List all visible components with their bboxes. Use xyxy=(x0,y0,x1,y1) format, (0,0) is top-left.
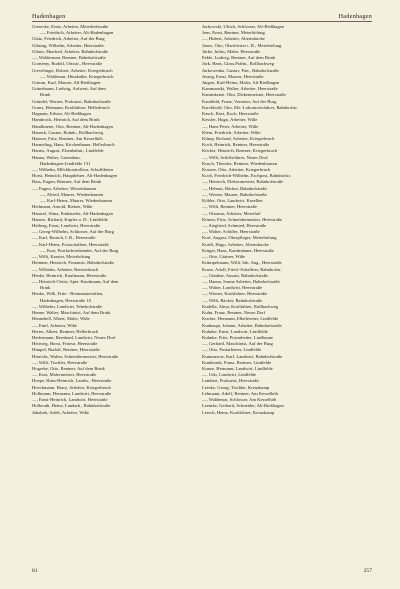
directory-entry: —, Werner, Maurer, Bahnhofstraße xyxy=(202,191,267,197)
directory-entry: Kunibrauk, Franz, Rentner, Lindfelde xyxy=(202,359,272,365)
directory-entry: Jürgen, Karl-Heinz, Maler, Alt-Rießhagen xyxy=(202,79,280,85)
directory-entry: —, Emil, Arbeiter, Wiße xyxy=(32,322,77,328)
right-column xyxy=(202,24,372,416)
directory-entry: Gründel, Werner, Prokurist, Bahnhofstraße xyxy=(32,98,111,104)
directory-entry: Brink xyxy=(40,285,51,291)
directory-entry: Jork, Hans, Glass.Prälm., Rollbachweg xyxy=(202,61,274,67)
directory-entry: Grevelinger, Robert, Arbeiter, Kriegerbruch xyxy=(32,67,113,73)
directory-entry: Koch, Friedrich-Wilhelm, Eschpost, Bahnhofstr. xyxy=(202,173,291,179)
directory-entry: Körner, Fritz, Schneidermeister, Heerstraße xyxy=(202,216,282,222)
directory-entry: —, Helmut, Bäcker, Bahnhofstraße xyxy=(202,185,267,191)
directory-entry: Leeske, Georg, Tischler, Kreuzkamp xyxy=(202,384,270,390)
directory-entry: —, Hans-Peter, Arbeiter, Wiße xyxy=(202,123,259,129)
directory-entry: —, Karl-Heinz, Maurer, Wiedenhausen xyxy=(40,198,113,204)
directory-entry: Hollmann, Hermann, Landwirt, Heerstraße xyxy=(32,390,112,396)
directory-entry: Jürke, Julius, Maler, Heerstraße xyxy=(202,48,261,54)
directory-entry: Hamsel, Alma, Einkäuefer, Alt-Hadenhagen xyxy=(32,210,113,216)
directory-entry: Himpel, Rudolf, Rentner, Heerstraße xyxy=(32,347,100,353)
directory-entry: Brink xyxy=(40,92,51,98)
directory-entry: —, Willi, Schilfsführer, Neues Dorf xyxy=(202,154,268,160)
directory-entry: Lersch, Heinz, Kraftfahrer, Kreuzkamp xyxy=(202,409,275,415)
directory-entry: Kunze, Hermann, Landwirt, Lindfelde xyxy=(202,366,273,372)
page-number-right: 257 xyxy=(363,568,372,574)
directory-entry: Hanses, Richard, Kupfer u. D., Lindfelde xyxy=(32,216,108,222)
directory-entry: Köhler, Otto, Landwirt, Kasellen xyxy=(202,198,263,204)
directory-entry: —, Udo, Landwirt, Lindfelde xyxy=(202,372,257,378)
directory-entry: Henne, Walter, Maschinist, Auf dem Brink xyxy=(32,310,111,316)
directory-entry: Jurkowenka, Gustav, Patr., Bahnhofstraße xyxy=(202,67,279,73)
directory-entry: —, Wilhelm, Milchkontrolleur, Schulftheim xyxy=(32,167,113,173)
directory-entry: —, Werner, Kraftfahrer, Heerstraße xyxy=(202,291,267,297)
directory-entry: Gläser, Manfred, Arbeiter, Bahnhofstraße xyxy=(32,48,109,54)
directory-entry: Handlmeier, Otto, Rentner, Alt-Hadenhagen xyxy=(32,123,114,129)
directory-entry: Hanack, Gustav, Bohnh., Rollbachweg xyxy=(32,129,104,135)
directory-entry: Hansen, Fritz, Rentner, Am Kesselhöh xyxy=(32,135,103,141)
directory-entry: Hedermann, Bernhard, Landwirt, Neues Dorf xyxy=(32,334,116,340)
directory-entry: Korf, August, Oberpfleger, Meierhöfung xyxy=(202,235,277,241)
directory-entry: —, Hanna, Sonne Arbeiter, Bahnhofstraße xyxy=(202,278,280,284)
directory-entry: Jens, Ernst, Rentner, Meierhöfung xyxy=(202,30,265,36)
directory-entry: Hettweg, Horst, Friseur, Heerstraße xyxy=(32,341,98,347)
directory-entry: Kusch, Theodor, Rentner, Wiedenhausen xyxy=(202,160,278,166)
directory-entry: —, Walter, Schiffer, Heerstraße xyxy=(202,229,260,235)
directory-entry: —, Waldemar, Hinzkaßer, Kriegerbruch xyxy=(40,73,114,79)
directory-entry: Klimp, Richard, Arbeiter, Kriegerbruch xyxy=(202,135,275,141)
directory-entry: —, Waldemar, Schlosser, Am Kesselhöh xyxy=(202,397,277,403)
directory-entry: —, Heinrich, Elektromeister, Bahnhofstraße xyxy=(202,179,284,185)
directory-entry: Jesseg, Ernst, Maurer, Heerstraße xyxy=(202,73,264,79)
directory-entry: Henke, Willi, Frite - Brennmaterialien, xyxy=(32,291,104,297)
directory-entry: Hogrebe, Otto, Rentner, Auf dem Brink xyxy=(32,366,105,372)
directory-entry: Leemke, Gerhard, Schneider, Alt-Rießhagen xyxy=(202,403,284,409)
directory-entry: Kunhaupt, Johann, Arbeiter, Bahnhofstraße xyxy=(202,322,282,328)
directory-entry: Gruns, Hermann, Kraftfahrer, Hellerbruch xyxy=(32,104,110,110)
directory-entry: Giesecke, Ernst, Arbeiter, Meierhöfstraße xyxy=(32,24,109,29)
directory-entry: Heiberg, Ernst, Landwirt, Heerstraße xyxy=(32,223,101,228)
directory-entry: Kucher, Hermann, Elbeliveüer, Lindfelde xyxy=(202,316,279,322)
directory-entry: —, Walderman, Rentner, Bahnhofstraße xyxy=(32,55,106,61)
directory-entry: Bass, Eugen, Rentner, Auf dem Brink xyxy=(32,179,102,185)
directory-entry: —, Wilhelm, Arbeiter, Rentertbruch xyxy=(32,266,99,272)
directory-entry: Hanna, Walter, Gartenbau, xyxy=(32,154,81,160)
directory-entry: Kudella, Alma, Kraftfahrer, Rollbachweg xyxy=(202,303,279,309)
directory-entry: Kessler, Hugo, Arbeiter, Wiße xyxy=(202,117,258,123)
directory-entry: Jakubek, Adolf, Arbeiter, Wiße xyxy=(32,409,89,415)
directory-entry: Gläsing, Wilhelm, Arbeiter, Heerstraße xyxy=(32,42,104,48)
directory-entry: —, Georg-Wilhelm, Schlosser, Auf der Burg xyxy=(32,229,114,235)
directory-entry: —, Ottomar, Arbeiter, Meierhöf xyxy=(202,210,261,216)
directory-entry: Krafft, Hugo, Arbeiter, Alterndarcke xyxy=(202,241,269,247)
directory-entry: Kaminkenzi, Otto, Diskenmeister, Heerstraße xyxy=(202,92,286,98)
directory-entry: —, Kurt, Postfachtreibender, Auf der Burg xyxy=(40,247,119,253)
directory-entry: Krüger, Hans, Kaufmänner, Heerstraße xyxy=(202,247,274,253)
directory-entry: Lambert, Prokurist, Heerstraße xyxy=(202,378,259,384)
directory-entry: Hambrock, Heinrich, Auf dem Brink xyxy=(32,117,100,123)
directory-entry: —, Karl-Heinz, Postschaffner, Heerstraße xyxy=(32,241,109,247)
directory-entry: Heinnen, Heinrich, Postamts, Bahnhofstraße xyxy=(32,260,114,266)
directory-entry: —, Friedrich, Arbeiter, Alt-Hadenhagen xyxy=(40,30,114,36)
directory-entry: Hollerath, Heinz, Landarb., Bahnhofstraße xyxy=(32,403,111,409)
directory-entry: Kammanski, Walter, Arbeiter, Heerstraße xyxy=(202,86,278,92)
directory-entry: —, Alfred, Maurer, Wiedenhausen xyxy=(40,191,104,197)
directory-entry: —, Wilhelm, Landwirt, Tebehofstraße xyxy=(32,303,102,309)
directory-entry: —, Hubert, Arbeiter, Alterndarcke xyxy=(202,36,265,42)
directory-entry: Grünebaum, Ludwig, Aufwert, Auf dem xyxy=(32,86,106,92)
directory-entry: —, Willi, Tischler, Heerstraße xyxy=(32,359,88,365)
directory-entry: Jones, Otto, Oberförster i. R., Meierhöfung xyxy=(202,42,282,48)
directory-entry: Karchhold, Otto, Ele.-Lokomotivfahrer, Bahnhofstr. xyxy=(202,104,298,110)
directory-entry: Horst, Heinrich, Hauptlehrer, Alt-Hadenhagen xyxy=(32,173,118,179)
left-column xyxy=(32,24,192,416)
page-number-left: 81 xyxy=(32,568,38,574)
directory-entry: Jackowski, Ulrich, Schlosser, Alt-Rießhagen xyxy=(202,24,284,29)
header-rule xyxy=(32,21,372,22)
directory-entry: Kuhnke, Fritz, Postarbeiter, Lindbrune xyxy=(202,334,274,340)
directory-entry: Glatz, Friedrich, Arbeiter, Auf der Burg xyxy=(32,36,105,42)
directory-entry: —, Otto, Gärtner, Wiße xyxy=(202,254,246,260)
directory-entry: Hinrichs, Walter, Schneidermeister, Heerstraße xyxy=(32,353,119,359)
directory-entry: Henke, Heinrich, Kaufmann, Heerstraße xyxy=(32,272,107,278)
directory-entry: Harmeling, Hans, Kirchenbauer, Hellerbruch xyxy=(32,142,115,148)
directory-entry: —, Gerhard, Maschinist, Auf der Burg xyxy=(202,341,273,347)
directory-entry: Koch, Heinrich, Rentner, Heerstraße xyxy=(202,142,270,148)
directory-entry: —, Otto, Postarbeiter, Lindfelde xyxy=(202,347,262,353)
directory-entry: —, Willi, Kassier, Meierhöfung xyxy=(32,254,91,260)
directory-entry: —, Heinrich-Christ. Spet.-Kaufmann, Auf dem xyxy=(32,278,119,284)
directory-entry: Harms, August, Elsenbahnt., Lindfelde xyxy=(32,148,104,154)
directory-entry: Kummerow, Karl, Landwirt, Bahnhofstraße xyxy=(202,353,283,359)
directory-entry: —, Willi, Rentner, Heerstraße xyxy=(202,204,257,210)
directory-entry: Grimm, Karl, Maurer, Alt-Rießhagen xyxy=(32,79,101,85)
directory-entry: Kuhnke, Ernst, Landwirt, Lindfelde xyxy=(202,328,268,334)
directory-entry: —, Siegfried, Schmied, Heerstraße xyxy=(202,223,267,228)
directory-entry: —, Walter, Landwirt, Heerstraße xyxy=(202,285,263,291)
directory-entry: Hoepe, Hans-Heinrich, Landw., Heerstraße xyxy=(32,378,112,384)
directory-entry: Hadenhagen, Heerstraße 10 xyxy=(40,297,91,303)
header-right-title: Hadenhagen xyxy=(338,13,372,20)
directory-entry: Hoeckmann, Harry, Arbeiter, Kriegerbruch xyxy=(32,384,111,390)
header-left-title: Hadenhagen xyxy=(32,13,66,20)
directory-entry: Krümpelmann, Willi, Inh. Ang., Heerstraße xyxy=(202,260,282,266)
directory-entry: Fakle, Ludwig, Rentner, Auf dem Brink xyxy=(202,55,276,61)
directory-entry: —, Karl, Rausch, I. B., Heerstraße xyxy=(32,235,96,241)
directory-entry: Hennebell, Albert, Maler, Wiße xyxy=(32,316,90,322)
directory-entry: —, Eugen, Arbeiter, Wiesenbausen xyxy=(32,185,97,191)
directory-entry: Kasch, Kurt, Koch, Heerstraße xyxy=(202,111,259,117)
directory-entry: Kossier, Otto, Arbeiter, Kriegerbruch xyxy=(202,167,271,173)
directory-entry: Lehmann, Adolf, Rentner, Am Kesselhöh xyxy=(202,390,278,396)
directory-entry: —, Günther, Ausant, Bahnhofstraße xyxy=(202,272,268,278)
directory-entry: Gornemy, Rudolf, Ortsstr., Heerstraße xyxy=(32,61,102,67)
directory-entry: Köcker, Heinrich, Rentner, Kriegerbruch xyxy=(202,148,278,154)
directory-entry: Herter, Albert, Rentner, Hellerbruch xyxy=(32,328,99,334)
directory-entry: Kruse, Adolf, Fried.-Schaffner, Bahnhofstr. xyxy=(202,266,282,272)
directory-entry: —, Ernst-Heinrich, Landwirt, Heerstraße xyxy=(32,397,108,403)
directory-entry: Heilmann, Arnold, Rieken, Wiße xyxy=(32,204,93,210)
directory-entry: Hagnam, Edwin, Alt-Rießhagen xyxy=(32,111,91,117)
directory-entry: Kaufdeld, Franz, Vertreter, Auf der Burg xyxy=(202,98,277,104)
directory-entry: —, Willi, Bäcker, Bahnhofstraße xyxy=(202,297,263,303)
directory-entry: Kuhn, Franz, Rentner, Neues Dorf xyxy=(202,310,266,316)
directory-entry: —, Kurt, Malermeister, Heerstraße xyxy=(32,372,97,378)
directory-entry: Klein, Friedrich, Arbeiter, Wiße xyxy=(202,129,261,135)
directory-entry: Hadenhagen-Lindfelde 131 xyxy=(40,160,91,166)
